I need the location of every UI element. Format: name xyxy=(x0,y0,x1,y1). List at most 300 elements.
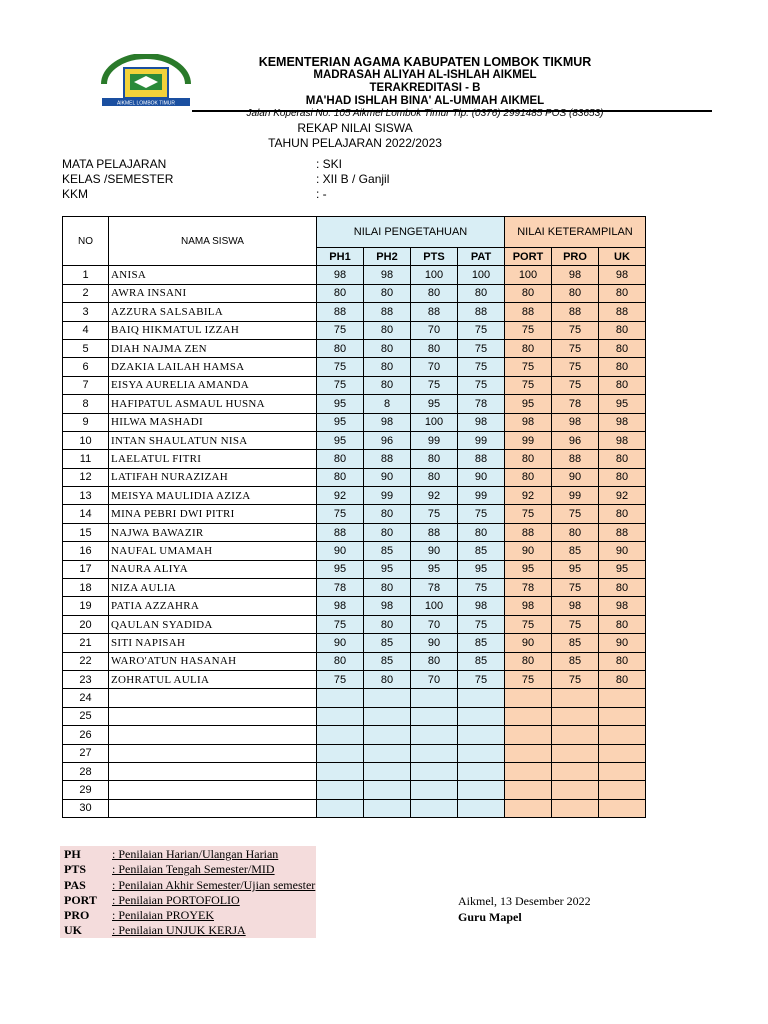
score-cell: 88 xyxy=(505,523,552,541)
score-cell: 88 xyxy=(364,450,411,468)
score-cell: 88 xyxy=(411,303,458,321)
score-cell xyxy=(458,799,505,817)
student-name: DIAH NAJMA ZEN xyxy=(109,339,317,357)
letterhead xyxy=(92,52,644,119)
student-name: AZZURA SALSABILA xyxy=(109,303,317,321)
score-cell: 75 xyxy=(552,376,599,394)
score-cell: 95 xyxy=(552,560,599,578)
score-cell: 92 xyxy=(317,487,364,505)
score-cell: 75 xyxy=(411,505,458,523)
score-cell: 95 xyxy=(599,560,646,578)
score-cell: 80 xyxy=(599,615,646,633)
score-cell: 75 xyxy=(458,321,505,339)
score-cell: 70 xyxy=(411,615,458,633)
score-cell: 80 xyxy=(411,652,458,670)
header-line-2: MADRASAH ALIYAH AL-ISHLAH AIKMEL xyxy=(313,69,537,81)
legend-desc: : Penilaian Tengah Semester/MID xyxy=(112,862,275,877)
table-row xyxy=(63,303,646,321)
score-cell: 80 xyxy=(364,523,411,541)
table-row xyxy=(63,487,646,505)
score-cell: 95 xyxy=(599,395,646,413)
row-number: 1 xyxy=(63,266,109,284)
student-name: BAIQ HIKMATUL IZZAH xyxy=(109,321,317,339)
score-cell: 88 xyxy=(317,523,364,541)
score-cell xyxy=(505,744,552,762)
table-row xyxy=(63,579,646,597)
score-cell: 75 xyxy=(552,670,599,688)
score-cell: 98 xyxy=(552,413,599,431)
score-cell xyxy=(364,744,411,762)
score-cell xyxy=(411,689,458,707)
score-cell: 100 xyxy=(411,266,458,284)
score-cell xyxy=(505,689,552,707)
score-cell: 96 xyxy=(364,431,411,449)
table-row xyxy=(63,339,646,357)
row-number: 26 xyxy=(63,726,109,744)
logo-text: AIKMEL LOMBOK TIMUR xyxy=(116,100,176,107)
score-cell: 99 xyxy=(411,431,458,449)
score-cell: 80 xyxy=(599,358,646,376)
table-row xyxy=(63,726,646,744)
score-cell: 88 xyxy=(364,303,411,321)
legend-key: PH xyxy=(64,847,81,861)
row-number: 9 xyxy=(63,413,109,431)
score-cell xyxy=(317,726,364,744)
row-number: 13 xyxy=(63,487,109,505)
score-cell: 80 xyxy=(505,652,552,670)
legend-key: PTS xyxy=(64,862,87,877)
score-cell xyxy=(364,689,411,707)
header-port: PORT xyxy=(505,248,552,266)
score-cell: 75 xyxy=(458,376,505,394)
score-cell: 95 xyxy=(317,431,364,449)
score-cell: 88 xyxy=(552,450,599,468)
table-row xyxy=(63,744,646,762)
header-address: Jalan Koperasi No. 105 Aikmel Lombok Timur Tlp. (0376) 2991485 POS (83653) xyxy=(246,108,604,119)
score-cell xyxy=(411,781,458,799)
legend-desc: : Penilaian Akhir Semester/Ujian semester xyxy=(112,877,316,892)
row-number: 23 xyxy=(63,670,109,688)
score-cell: 95 xyxy=(505,395,552,413)
student-name: NAJWA BAWAZIR xyxy=(109,523,317,541)
row-number: 3 xyxy=(63,303,109,321)
row-number: 4 xyxy=(63,321,109,339)
score-cell: 85 xyxy=(364,652,411,670)
score-cell xyxy=(364,799,411,817)
info-label: KKM xyxy=(62,187,89,201)
header-line-1: KEMENTERIAN AGAMA KABUPATEN LOMBOK TIKMUR xyxy=(258,55,592,69)
score-cell: 75 xyxy=(458,615,505,633)
row-number: 8 xyxy=(63,395,109,413)
row-number: 21 xyxy=(63,634,109,652)
score-cell: 80 xyxy=(599,505,646,523)
score-cell: 75 xyxy=(317,376,364,394)
student-name: QAULAN SYADIDA xyxy=(109,615,317,633)
score-cell: 75 xyxy=(317,321,364,339)
score-cell xyxy=(458,707,505,725)
score-cell xyxy=(317,781,364,799)
table-row xyxy=(63,468,646,486)
info-label: MATA PELAJARAN xyxy=(62,157,167,171)
row-number: 5 xyxy=(63,339,109,357)
score-cell xyxy=(599,726,646,744)
info-block xyxy=(62,157,442,202)
legend xyxy=(60,846,316,938)
score-cell xyxy=(411,799,458,817)
score-cell: 98 xyxy=(599,266,646,284)
info-value: : XII B / Ganjil xyxy=(316,172,390,186)
table-row xyxy=(63,634,646,652)
score-cell: 70 xyxy=(411,670,458,688)
score-cell: 80 xyxy=(317,450,364,468)
row-number: 11 xyxy=(63,450,109,468)
score-cell: 75 xyxy=(458,505,505,523)
score-cell: 92 xyxy=(599,487,646,505)
table-row xyxy=(63,321,646,339)
score-cell: 80 xyxy=(599,670,646,688)
header-pro: PRO xyxy=(552,248,599,266)
header-no: NO xyxy=(63,217,109,266)
score-cell: 78 xyxy=(505,579,552,597)
score-cell xyxy=(552,781,599,799)
header-ph1: PH1 xyxy=(317,248,364,266)
info-value: : SKI xyxy=(316,157,343,171)
score-cell: 80 xyxy=(458,284,505,302)
row-number: 29 xyxy=(63,781,109,799)
student-name: SITI NAPISAH xyxy=(109,634,317,652)
score-cell: 80 xyxy=(364,505,411,523)
score-cell: 85 xyxy=(458,652,505,670)
score-cell: 100 xyxy=(505,266,552,284)
row-number: 7 xyxy=(63,376,109,394)
score-cell: 80 xyxy=(599,321,646,339)
score-cell xyxy=(599,781,646,799)
score-cell: 75 xyxy=(317,615,364,633)
score-cell: 90 xyxy=(552,468,599,486)
score-cell: 75 xyxy=(458,579,505,597)
score-cell: 95 xyxy=(317,395,364,413)
row-number: 24 xyxy=(63,689,109,707)
student-name: AWRA INSANI xyxy=(109,284,317,302)
student-name xyxy=(109,707,317,725)
score-cell: 75 xyxy=(505,376,552,394)
score-cell xyxy=(458,726,505,744)
score-cell: 85 xyxy=(552,542,599,560)
score-cell: 80 xyxy=(552,284,599,302)
header-group-keterampilan: NILAI KETERAMPILAN xyxy=(505,217,646,248)
legend-row xyxy=(60,877,316,892)
score-cell: 99 xyxy=(505,431,552,449)
score-cell: 98 xyxy=(599,597,646,615)
legend-row xyxy=(60,922,316,937)
score-cell: 75 xyxy=(552,339,599,357)
score-cell: 80 xyxy=(364,321,411,339)
student-name: MEISYA MAULIDIA AZIZA xyxy=(109,487,317,505)
doc-title: REKAP NILAI SISWA xyxy=(297,121,413,135)
table-row xyxy=(63,781,646,799)
grade-table-body xyxy=(63,266,646,818)
score-cell: 85 xyxy=(458,634,505,652)
header-rule xyxy=(192,110,712,112)
table-row xyxy=(63,413,646,431)
legend-row xyxy=(60,861,316,876)
row-number: 30 xyxy=(63,799,109,817)
student-name: NAURA ALIYA xyxy=(109,560,317,578)
score-cell: 98 xyxy=(552,266,599,284)
score-cell xyxy=(552,707,599,725)
legend-row xyxy=(60,907,316,922)
row-number: 25 xyxy=(63,707,109,725)
score-cell: 100 xyxy=(411,413,458,431)
score-cell: 75 xyxy=(505,358,552,376)
legend-desc: : Penilaian Harian/Ulangan Harian xyxy=(112,847,279,861)
score-cell xyxy=(505,726,552,744)
score-cell: 90 xyxy=(599,634,646,652)
score-cell: 80 xyxy=(317,284,364,302)
table-row xyxy=(63,523,646,541)
score-cell: 75 xyxy=(317,358,364,376)
legend-desc: : Penilaian UNJUK KERJA xyxy=(112,923,246,938)
row-number: 27 xyxy=(63,744,109,762)
student-name: HAFIPATUL ASMAUL HUSNA xyxy=(109,395,317,413)
score-cell: 90 xyxy=(505,634,552,652)
score-cell: 78 xyxy=(317,579,364,597)
student-name: WARO'ATUN HASANAH xyxy=(109,652,317,670)
score-cell xyxy=(505,707,552,725)
score-cell: 80 xyxy=(364,339,411,357)
info-value: : - xyxy=(316,187,327,201)
score-cell xyxy=(317,744,364,762)
legend-key: PRO xyxy=(64,908,90,923)
score-cell: 85 xyxy=(552,634,599,652)
score-cell: 85 xyxy=(458,542,505,560)
score-cell: 70 xyxy=(411,321,458,339)
student-name: LAELATUL FITRI xyxy=(109,450,317,468)
score-cell: 98 xyxy=(364,413,411,431)
score-cell xyxy=(552,799,599,817)
table-row xyxy=(63,395,646,413)
score-cell: 88 xyxy=(411,523,458,541)
score-cell: 88 xyxy=(552,303,599,321)
score-cell: 80 xyxy=(364,615,411,633)
student-name: NIZA AULIA xyxy=(109,579,317,597)
score-cell: 88 xyxy=(599,523,646,541)
table-row xyxy=(63,284,646,302)
legend-desc: : Penilaian PORTOFOLIO xyxy=(112,892,240,907)
score-cell: 99 xyxy=(458,431,505,449)
table-row xyxy=(63,450,646,468)
score-cell: 88 xyxy=(599,303,646,321)
legend-desc: : Penilaian PROYEK xyxy=(112,908,214,923)
table-row xyxy=(63,689,646,707)
row-number: 22 xyxy=(63,652,109,670)
table-row xyxy=(63,615,646,633)
score-cell: 78 xyxy=(458,395,505,413)
score-cell xyxy=(552,726,599,744)
student-name: ZOHRATUL AULIA xyxy=(109,670,317,688)
score-cell xyxy=(364,726,411,744)
row-number: 17 xyxy=(63,560,109,578)
score-cell: 99 xyxy=(364,487,411,505)
score-cell: 80 xyxy=(505,339,552,357)
score-cell: 98 xyxy=(458,597,505,615)
score-cell: 98 xyxy=(505,413,552,431)
score-cell: 98 xyxy=(364,597,411,615)
info-row-kkm xyxy=(62,187,442,202)
student-name: EISYA AURELIA AMANDA xyxy=(109,376,317,394)
header-uk: UK xyxy=(599,248,646,266)
table-row xyxy=(63,358,646,376)
score-cell: 75 xyxy=(552,321,599,339)
score-cell: 80 xyxy=(599,652,646,670)
student-name: NAUFAL UMAMAH xyxy=(109,542,317,560)
header-ph2: PH2 xyxy=(364,248,411,266)
table-row xyxy=(63,266,646,284)
score-cell: 98 xyxy=(458,413,505,431)
score-cell: 90 xyxy=(599,542,646,560)
score-cell: 95 xyxy=(458,560,505,578)
score-cell xyxy=(317,689,364,707)
row-number: 20 xyxy=(63,615,109,633)
score-cell: 80 xyxy=(599,339,646,357)
table-row xyxy=(63,431,646,449)
score-cell: 88 xyxy=(317,303,364,321)
score-cell: 99 xyxy=(458,487,505,505)
score-cell: 90 xyxy=(505,542,552,560)
score-cell: 98 xyxy=(505,597,552,615)
score-cell: 95 xyxy=(411,395,458,413)
score-cell: 75 xyxy=(317,505,364,523)
grade-table xyxy=(62,216,646,818)
score-cell: 88 xyxy=(505,303,552,321)
row-number: 2 xyxy=(63,284,109,302)
score-cell xyxy=(364,762,411,780)
score-cell: 75 xyxy=(458,670,505,688)
score-cell xyxy=(458,689,505,707)
score-cell: 75 xyxy=(505,321,552,339)
score-cell: 100 xyxy=(411,597,458,615)
score-cell: 80 xyxy=(411,468,458,486)
score-cell xyxy=(411,762,458,780)
score-cell xyxy=(599,762,646,780)
score-cell: 80 xyxy=(364,358,411,376)
student-name: INTAN SHAULATUN NISA xyxy=(109,431,317,449)
score-cell xyxy=(505,799,552,817)
score-cell: 80 xyxy=(364,376,411,394)
header-group-pengetahuan: NILAI PENGETAHUAN xyxy=(317,217,505,248)
score-cell: 90 xyxy=(411,634,458,652)
score-cell: 100 xyxy=(458,266,505,284)
score-cell: 80 xyxy=(599,468,646,486)
score-cell: 98 xyxy=(599,431,646,449)
score-cell: 78 xyxy=(552,395,599,413)
score-cell: 75 xyxy=(505,670,552,688)
signature-block xyxy=(458,893,591,925)
score-cell: 95 xyxy=(317,560,364,578)
header-pat: PAT xyxy=(458,248,505,266)
score-cell xyxy=(458,781,505,799)
score-cell xyxy=(317,799,364,817)
table-row xyxy=(63,597,646,615)
signature-role: Guru Mapel xyxy=(458,910,522,924)
score-cell xyxy=(364,781,411,799)
score-cell: 70 xyxy=(411,358,458,376)
score-cell: 75 xyxy=(411,376,458,394)
table-row xyxy=(63,542,646,560)
score-cell: 75 xyxy=(458,358,505,376)
score-cell: 85 xyxy=(364,634,411,652)
student-name xyxy=(109,744,317,762)
score-cell: 80 xyxy=(411,339,458,357)
score-cell xyxy=(599,744,646,762)
score-cell: 92 xyxy=(505,487,552,505)
score-cell: 75 xyxy=(552,505,599,523)
score-cell: 98 xyxy=(317,266,364,284)
doc-subtitle: TAHUN PELAJARAN 2022/2023 xyxy=(268,136,442,150)
student-name xyxy=(109,726,317,744)
score-cell: 75 xyxy=(552,615,599,633)
score-cell xyxy=(505,781,552,799)
score-cell xyxy=(458,762,505,780)
score-cell: 80 xyxy=(364,670,411,688)
score-cell: 80 xyxy=(505,468,552,486)
row-number: 10 xyxy=(63,431,109,449)
score-cell xyxy=(552,689,599,707)
student-name: MINA PEBRI DWI PITRI xyxy=(109,505,317,523)
table-row xyxy=(63,376,646,394)
signature-place-date: Aikmel, 13 Desember 2022 xyxy=(458,894,591,908)
score-cell xyxy=(411,726,458,744)
row-number: 15 xyxy=(63,523,109,541)
score-cell xyxy=(411,707,458,725)
table-row xyxy=(63,799,646,817)
table-row xyxy=(63,505,646,523)
score-cell: 80 xyxy=(411,450,458,468)
score-cell: 88 xyxy=(458,450,505,468)
header-line-4: MA'HAD ISHLAH BINA' AL-UMMAH AIKMEL xyxy=(305,95,545,107)
score-cell: 80 xyxy=(317,652,364,670)
score-cell: 99 xyxy=(552,487,599,505)
score-cell xyxy=(364,707,411,725)
row-number: 6 xyxy=(63,358,109,376)
student-name xyxy=(109,799,317,817)
score-cell: 85 xyxy=(364,542,411,560)
score-cell xyxy=(317,707,364,725)
table-row xyxy=(63,707,646,725)
table-row xyxy=(63,560,646,578)
score-cell: 98 xyxy=(364,266,411,284)
score-cell: 95 xyxy=(411,560,458,578)
header-name: NAMA SISWA xyxy=(109,217,317,266)
score-cell: 92 xyxy=(411,487,458,505)
score-cell: 80 xyxy=(599,450,646,468)
score-cell: 95 xyxy=(505,560,552,578)
row-number: 28 xyxy=(63,762,109,780)
score-cell: 90 xyxy=(317,542,364,560)
score-cell: 80 xyxy=(599,579,646,597)
score-cell: 75 xyxy=(505,505,552,523)
score-cell: 80 xyxy=(505,284,552,302)
score-cell xyxy=(505,762,552,780)
score-cell xyxy=(411,744,458,762)
table-row xyxy=(63,652,646,670)
student-name xyxy=(109,781,317,799)
info-row-subject xyxy=(62,157,442,172)
row-number: 14 xyxy=(63,505,109,523)
score-cell: 85 xyxy=(552,652,599,670)
score-cell: 80 xyxy=(411,284,458,302)
header-pts: PTS xyxy=(411,248,458,266)
